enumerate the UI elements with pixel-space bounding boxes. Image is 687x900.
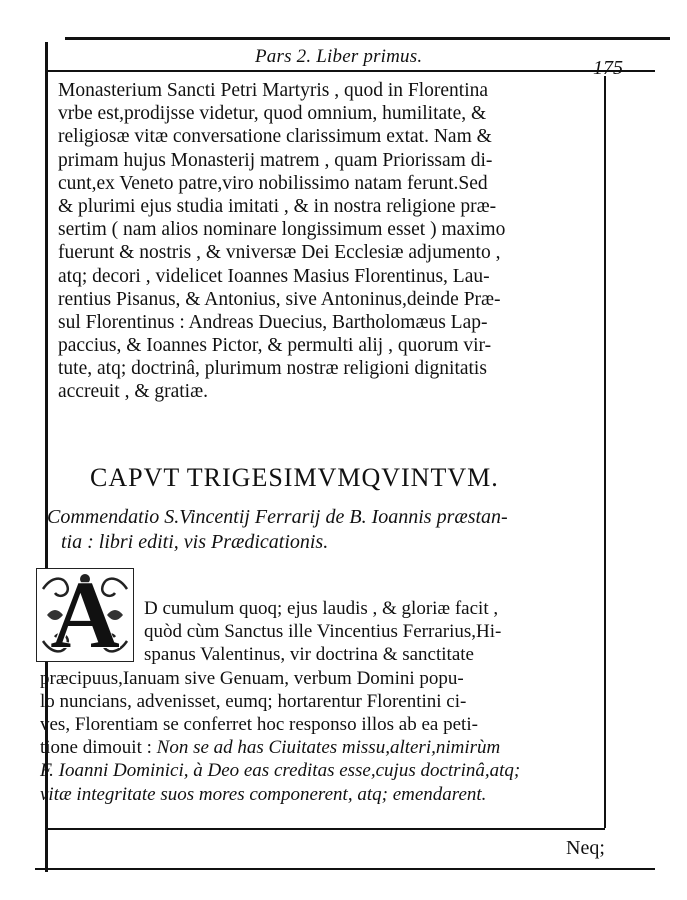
text-line: D cumulum quoq; ejus laudis , & gloriæ facit , — [144, 598, 499, 619]
text-line: cunt,ex Veneto patre,viro nobilissimo natam ferunt.Sed — [58, 172, 488, 194]
italic-quote: F. Ioanni Dominici, à Deo eas creditas esse,cujus doctrinâ,atq; — [40, 760, 521, 782]
text-line: paccius, & Ioannes Pictor, & permulti alij , quorum vir- — [58, 335, 492, 357]
text-line — [40, 759, 590, 782]
text-line: atq; decori , videlicet Ioannes Masius Florentinus, Lau- — [58, 265, 490, 287]
text-line: vrbe est,prodijsse videtur, quod omnium, humilitate, & — [58, 103, 487, 125]
italic-quote: vitæ integritate suos mores componerent, atq; emendarent. — [40, 783, 487, 805]
header-rule — [45, 70, 655, 72]
summary-line: tia : libri editi, vis Prædicationis. — [61, 531, 329, 553]
bottom-rule — [35, 868, 655, 870]
text-line: spanus Valentinus, vir doctrina & sanctitate — [144, 644, 474, 666]
text-line: ves, Florentiam se conferret hoc responso illos ab ea peti- — [40, 713, 478, 735]
text-line: Monasterium Sancti Petri Martyris , quod in Florentina — [58, 80, 489, 101]
text-line: primam hujus Monasterij matrem , quam Priorissam di- — [58, 149, 493, 171]
text-line: religiosæ vitæ conversatione clarissimum extat. Nam & — [58, 126, 492, 148]
paragraph-1 — [58, 79, 600, 404]
running-head: Pars 2. Liber primus. — [255, 46, 423, 67]
text-line: lo nuncians, advenisset, eumq; hortarentur Florentini ci- — [40, 690, 467, 712]
top-rule — [65, 37, 670, 40]
text-segment: tione dimouit : — [40, 737, 157, 759]
text-line: quòd cùm Sanctus ille Vincentius Ferrarius,Hi- — [144, 621, 502, 643]
text-line — [40, 736, 590, 759]
summary-line: Commendatio S.Vincentij Ferrarij de B. Ioannis præstan- — [47, 506, 508, 528]
page-number: 175 — [593, 57, 623, 79]
bottom-rule-inner — [45, 828, 605, 830]
text-line — [40, 783, 590, 806]
right-rule — [604, 76, 606, 828]
text-line: tute, atq; doctrinâ, plurimum nostræ religioni dignitatis — [58, 358, 487, 380]
text-line: rentius Pisanus, & Antonius, sive Antoninus,deinde Præ- — [58, 288, 501, 310]
text-line: & plurimi ejus studia imitati , & in nostra religione præ- — [58, 195, 497, 217]
italic-quote: Non se ad has Ciuitates missu,alteri,nimirùm — [156, 737, 501, 759]
text-line: præcipuus,Ianuam sive Genuam, verbum Domini popu- — [40, 667, 464, 689]
text-line: fuerunt & nostris , & vniversæ Dei Ecclesiæ adjumento , — [58, 242, 501, 264]
paragraph-2 — [40, 597, 590, 806]
text-line: sertim ( nam alios nominare longissimum esset ) maximo — [58, 219, 506, 241]
drop-cap-letter: A — [50, 561, 120, 668]
chapter-summary — [47, 505, 592, 555]
chapter-title: CAPVT TRIGESIMVMQVINTVM. — [90, 463, 499, 492]
text-line: sul Florentinus : Andreas Duecius, Bartholomæus Lap- — [58, 311, 488, 333]
text-line: accreuit , & gratiæ. — [58, 381, 208, 403]
catchword: Neq; — [566, 837, 605, 859]
